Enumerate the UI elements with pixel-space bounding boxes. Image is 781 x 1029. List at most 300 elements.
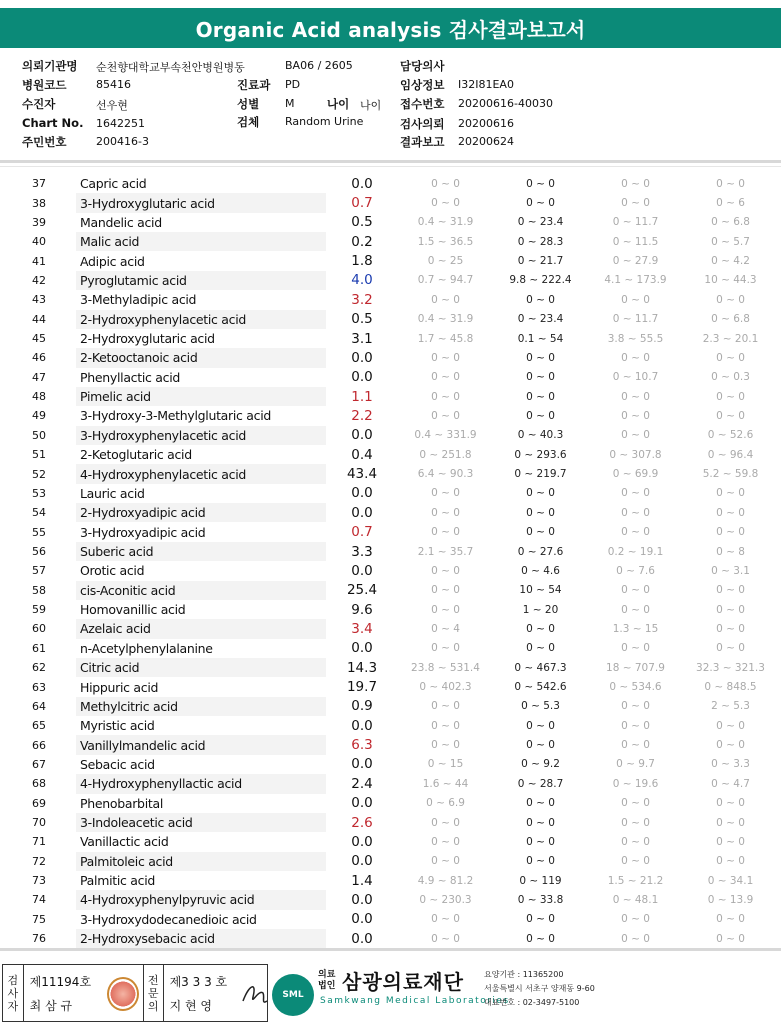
reference-range-1: 0 ~ 6.9 <box>426 797 465 810</box>
result-value: 0.0 <box>351 891 373 908</box>
clinical-label: 임상정보 <box>400 78 445 92</box>
reference-range-1: 0 ~ 0 <box>431 913 460 926</box>
reference-range-2: 0 ~ 0 <box>526 409 555 422</box>
result-value: 0.2 <box>351 233 373 250</box>
reference-range-1: 0 ~ 402.3 <box>419 681 472 694</box>
reference-range-2: 0 ~ 0 <box>526 293 555 306</box>
result-row <box>14 735 778 754</box>
result-value: 0.0 <box>351 833 373 850</box>
signature-box <box>2 964 268 1022</box>
org-code: 요양기관 : 11365200 <box>484 970 564 979</box>
reference-range-3: 18 ~ 707.9 <box>606 661 665 674</box>
result-row <box>14 794 778 813</box>
result-row <box>14 522 778 541</box>
result-row <box>14 910 778 929</box>
reference-range-2: 0 ~ 0 <box>526 526 555 539</box>
result-value: 1.4 <box>351 872 373 889</box>
result-number: 62 <box>32 661 46 675</box>
reference-range-4: 0 ~ 0 <box>716 642 745 655</box>
analyte-name: Suberic acid <box>76 542 326 561</box>
result-value: 2.6 <box>351 814 373 831</box>
result-value: 3.3 <box>351 543 373 560</box>
reference-range-1: 0 ~ 0 <box>431 642 460 655</box>
reference-range-1: 0 ~ 0 <box>431 564 460 577</box>
result-row <box>14 561 778 580</box>
result-row <box>14 271 778 290</box>
reference-range-3: 0 ~ 0 <box>621 642 650 655</box>
reference-range-4: 0 ~ 6.8 <box>711 216 750 229</box>
reference-range-2: 0 ~ 0 <box>526 913 555 926</box>
reference-range-3: 4.1 ~ 173.9 <box>604 274 667 287</box>
reference-range-2: 0 ~ 21.7 <box>517 255 564 268</box>
result-number: 48 <box>32 390 46 404</box>
lab-logo <box>272 964 772 1022</box>
result-row <box>14 445 778 464</box>
result-row <box>14 368 778 387</box>
reference-range-3: 0 ~ 0 <box>621 526 650 539</box>
reference-range-2: 0 ~ 0 <box>526 622 555 635</box>
result-number: 68 <box>32 777 46 791</box>
reference-range-4: 0 ~ 8 <box>716 545 745 558</box>
reference-range-1: 0 ~ 15 <box>427 758 464 771</box>
request-value: 20200616 <box>458 117 514 130</box>
reference-range-1: 1.7 ~ 45.8 <box>417 332 474 345</box>
analyte-name: 4-Hydroxyphenylpyruvic acid <box>76 890 326 909</box>
reference-range-1: 0 ~ 0 <box>431 197 460 210</box>
sml-logo-icon: SML <box>272 974 314 1016</box>
specimen-label: 검체 <box>237 115 260 129</box>
result-row <box>14 329 778 348</box>
reference-range-1: 0 ~ 0 <box>431 739 460 752</box>
age-label: 나이 <box>327 97 350 111</box>
examiner-label <box>3 965 24 1021</box>
result-value: 0.7 <box>351 524 373 541</box>
reference-range-3: 0 ~ 48.1 <box>612 893 659 906</box>
result-number: 43 <box>32 293 46 307</box>
result-number: 38 <box>32 196 46 210</box>
result-row <box>14 310 778 329</box>
reference-range-1: 0 ~ 0 <box>431 932 460 945</box>
reference-range-3: 0 ~ 0 <box>621 409 650 422</box>
analyte-name: Orotic acid <box>80 563 145 579</box>
ward-value: BA06 / 2605 <box>285 59 353 72</box>
report-value: 20200624 <box>458 135 514 148</box>
result-number: 53 <box>32 486 46 500</box>
examiner-id: 제11194호 <box>29 974 92 989</box>
reference-range-2: 9.8 ~ 222.4 <box>509 274 572 287</box>
reference-range-1: 0 ~ 0 <box>431 719 460 732</box>
reference-range-4: 0 ~ 13.9 <box>707 893 754 906</box>
result-number: 66 <box>32 738 46 752</box>
result-value: 0.5 <box>351 214 373 231</box>
results-body <box>14 174 778 948</box>
analyte-name: Hippuric acid <box>80 679 159 695</box>
reviewer-name: 지 현 영 <box>169 998 212 1013</box>
reference-range-3: 0 ~ 0 <box>621 932 650 945</box>
result-row <box>14 542 778 561</box>
reference-range-2: 0 ~ 0 <box>526 719 555 732</box>
reference-range-2: 0 ~ 0 <box>526 642 555 655</box>
reference-range-2: 10 ~ 54 <box>519 584 562 597</box>
result-row <box>14 484 778 503</box>
reference-range-3: 1.5 ~ 21.2 <box>607 874 664 887</box>
result-row <box>14 774 778 793</box>
result-row <box>14 581 778 600</box>
reference-range-4: 0 ~ 6.8 <box>711 313 750 326</box>
reference-range-3: 0 ~ 11.7 <box>612 216 659 229</box>
reference-range-1: 0 ~ 0 <box>431 603 460 616</box>
analyte-name: cis-Aconitic acid <box>76 581 326 600</box>
result-number: 67 <box>32 757 46 771</box>
reference-range-4: 0 ~ 0 <box>716 816 745 829</box>
analyte-name: 2-Hydroxysebacic acid <box>76 929 326 948</box>
reference-range-2: 0 ~ 467.3 <box>514 661 567 674</box>
org-phone: 대표번호 : 02-3497-5100 <box>484 998 580 1007</box>
result-number: 71 <box>32 835 46 849</box>
result-row <box>14 639 778 658</box>
result-value: 0.5 <box>351 311 373 328</box>
result-number: 60 <box>32 622 46 636</box>
result-row <box>14 213 778 232</box>
result-number: 70 <box>32 816 46 830</box>
reference-range-4: 0 ~ 0 <box>716 390 745 403</box>
reference-range-3: 1.3 ~ 15 <box>612 622 659 635</box>
reference-range-2: 0 ~ 9.2 <box>521 758 560 771</box>
reference-range-3: 0 ~ 534.6 <box>609 681 662 694</box>
chart-label: Chart No. <box>22 116 84 130</box>
reference-range-1: 0 ~ 251.8 <box>419 448 472 461</box>
reference-range-3: 0 ~ 0 <box>621 603 650 616</box>
reference-range-2: 0 ~ 27.6 <box>517 545 564 558</box>
reference-range-3: 0 ~ 0 <box>621 700 650 713</box>
reference-range-4: 0 ~ 0 <box>716 932 745 945</box>
patient-value: 선우현 <box>96 99 128 112</box>
analyte-name: n-Acetylphenylalanine <box>80 640 213 656</box>
analyte-name: 2-Hydroxyadipic acid <box>76 503 326 522</box>
result-row <box>14 426 778 445</box>
result-value: 3.1 <box>351 330 373 347</box>
result-number: 72 <box>32 854 46 868</box>
result-row <box>14 832 778 851</box>
rrn-label: 주민번호 <box>22 135 67 149</box>
reference-range-4: 0 ~ 34.1 <box>707 874 754 887</box>
org-contact <box>484 968 595 1010</box>
reference-range-2: 0 ~ 542.6 <box>514 681 567 694</box>
org-address: 서울특별시 서초구 양재동 9-60 <box>484 984 595 993</box>
reference-range-2: 0 ~ 293.6 <box>514 448 567 461</box>
result-row <box>14 251 778 270</box>
analyte-name: Adipic acid <box>80 253 145 269</box>
request-label: 검사의뢰 <box>400 117 445 131</box>
analyte-name: 3-Hydroxyglutaric acid <box>76 193 326 212</box>
reference-range-4: 0 ~ 0 <box>716 719 745 732</box>
result-number: 45 <box>32 332 46 346</box>
result-number: 54 <box>32 506 46 520</box>
reference-range-4: 0 ~ 3.1 <box>711 564 750 577</box>
examiner <box>24 965 103 1021</box>
reference-range-1: 0 ~ 0 <box>431 293 460 306</box>
reference-range-3: 0 ~ 0 <box>621 390 650 403</box>
result-value: 0.9 <box>351 698 373 715</box>
reference-range-2: 0.1 ~ 54 <box>517 332 564 345</box>
receipt-label: 접수번호 <box>400 97 445 111</box>
reference-range-2: 0 ~ 28.3 <box>517 235 564 248</box>
result-row <box>14 871 778 890</box>
result-number: 42 <box>32 273 46 287</box>
reference-range-2: 0 ~ 0 <box>526 177 555 190</box>
reference-range-4: 0 ~ 0 <box>716 409 745 422</box>
reference-range-4: 0 ~ 0 <box>716 622 745 635</box>
reference-range-1: 1.6 ~ 44 <box>422 777 469 790</box>
reference-range-4: 5.2 ~ 59.8 <box>702 468 759 481</box>
reference-range-1: 0 ~ 0 <box>431 487 460 500</box>
reference-range-3: 0 ~ 27.9 <box>612 255 659 268</box>
analyte-name: Palmitoleic acid <box>76 852 326 871</box>
reference-range-4: 0 ~ 0 <box>716 603 745 616</box>
reference-range-3: 3.8 ~ 55.5 <box>607 332 664 345</box>
result-number: 73 <box>32 874 46 888</box>
result-number: 63 <box>32 680 46 694</box>
institution-value: 순천향대학교부속천안병원병동 <box>96 61 245 74</box>
result-number: 41 <box>32 254 46 268</box>
result-value: 0.0 <box>351 911 373 928</box>
result-row <box>14 193 778 212</box>
reference-range-1: 0.4 ~ 31.9 <box>417 313 474 326</box>
result-row <box>14 600 778 619</box>
analyte-name: Sebacic acid <box>80 756 155 772</box>
result-number: 61 <box>32 641 46 655</box>
reviewer-label-text: 전 문 의 <box>147 973 159 1013</box>
reference-range-3: 0 ~ 9.7 <box>616 758 655 771</box>
analyte-name: Pyroglutamic acid <box>76 271 326 290</box>
reference-range-2: 0 ~ 0 <box>526 835 555 848</box>
results-table <box>14 174 778 948</box>
result-value: 0.0 <box>351 175 373 192</box>
reference-range-3: 0 ~ 0 <box>621 177 650 190</box>
result-value: 0.7 <box>351 195 373 212</box>
analyte-name: Lauric acid <box>80 485 145 501</box>
reference-range-1: 0.4 ~ 31.9 <box>417 216 474 229</box>
result-row <box>14 406 778 425</box>
code-label: 병원코드 <box>22 78 67 92</box>
reference-range-4: 0 ~ 0.3 <box>711 371 750 384</box>
analyte-name: Pimelic acid <box>76 387 326 406</box>
reference-range-3: 0 ~ 0 <box>621 506 650 519</box>
reference-range-3: 0 ~ 0 <box>621 816 650 829</box>
reference-range-3: 0 ~ 0 <box>621 797 650 810</box>
reference-range-1: 0 ~ 0 <box>431 390 460 403</box>
reference-range-1: 0 ~ 0 <box>431 351 460 364</box>
reference-range-3: 0 ~ 69.9 <box>612 468 659 481</box>
result-value: 0.0 <box>351 795 373 812</box>
reference-range-4: 0 ~ 0 <box>716 487 745 500</box>
result-number: 47 <box>32 370 46 384</box>
result-value: 9.6 <box>351 601 373 618</box>
reference-range-4: 0 ~ 5.7 <box>711 235 750 248</box>
header-divider <box>0 160 781 163</box>
result-value: 19.7 <box>346 679 378 696</box>
reference-range-1: 0 ~ 0 <box>431 584 460 597</box>
reference-range-3: 0 ~ 0 <box>621 351 650 364</box>
reference-range-1: 0 ~ 230.3 <box>419 893 472 906</box>
reference-range-4: 0 ~ 0 <box>716 526 745 539</box>
org-english-name: Samkwang Medical Laboratories <box>320 996 510 1006</box>
reference-range-2: 0 ~ 4.6 <box>521 564 560 577</box>
reference-range-2: 0 ~ 28.7 <box>517 777 564 790</box>
reference-range-2: 0 ~ 33.8 <box>517 893 564 906</box>
analyte-name: 3-Indoleacetic acid <box>76 813 326 832</box>
reference-range-3: 0 ~ 7.6 <box>616 564 655 577</box>
reference-range-2: 0 ~ 0 <box>526 855 555 868</box>
receipt-value: 20200616-40030 <box>458 97 553 110</box>
result-number: 59 <box>32 603 46 617</box>
analyte-name: Azelaic acid <box>76 619 326 638</box>
result-value: 0.0 <box>351 930 373 947</box>
sex-label: 성별 <box>237 97 260 111</box>
result-value: 0.0 <box>351 756 373 773</box>
signature-scribble <box>239 975 267 1015</box>
analyte-name: Vanillylmandelic acid <box>76 735 326 754</box>
reference-range-1: 0 ~ 0 <box>431 855 460 868</box>
result-number: 64 <box>32 699 46 713</box>
reference-range-2: 0 ~ 0 <box>526 932 555 945</box>
reference-range-3: 0 ~ 0 <box>621 913 650 926</box>
reference-range-4: 0 ~ 96.4 <box>707 448 754 461</box>
result-value: 3.2 <box>351 291 373 308</box>
reference-range-2: 0 ~ 0 <box>526 197 555 210</box>
reference-range-2: 0 ~ 0 <box>526 371 555 384</box>
reference-range-3: 0 ~ 0 <box>621 719 650 732</box>
reference-range-2: 0 ~ 23.4 <box>517 216 564 229</box>
footer-divider <box>0 948 781 951</box>
reviewer-id: 제3 3 3 호 <box>169 974 228 989</box>
institution-label: 의뢰기관명 <box>22 59 78 73</box>
reference-range-1: 0 ~ 0 <box>431 177 460 190</box>
result-row <box>14 290 778 309</box>
result-row <box>14 716 778 735</box>
reference-range-2: 0 ~ 219.7 <box>514 468 567 481</box>
reference-range-3: 0 ~ 0 <box>621 835 650 848</box>
result-value: 0.0 <box>351 717 373 734</box>
result-row <box>14 697 778 716</box>
analyte-name: 3-Hydroxyadipic acid <box>80 524 206 540</box>
result-value: 4.0 <box>351 272 373 289</box>
dept-label: 진료과 <box>237 78 271 92</box>
analyte-name: Citric acid <box>76 658 326 677</box>
seal-stamp <box>107 977 139 1011</box>
analyte-name: 2-Hydroxyglutaric acid <box>80 331 215 347</box>
result-row <box>14 929 778 948</box>
result-row <box>14 232 778 251</box>
reference-range-2: 1 ~ 20 <box>522 603 559 616</box>
reference-range-1: 0 ~ 0 <box>431 506 460 519</box>
reference-range-2: 0 ~ 0 <box>526 487 555 500</box>
dept-value: PD <box>285 78 301 91</box>
reference-range-3: 0 ~ 0 <box>621 429 650 442</box>
result-value: 14.3 <box>346 659 378 676</box>
reference-range-1: 0 ~ 4 <box>431 622 460 635</box>
result-row <box>14 387 778 406</box>
org-name: 삼광의료재단 <box>342 970 464 994</box>
analyte-name: Myristic acid <box>80 718 155 734</box>
reference-range-2: 0 ~ 23.4 <box>517 313 564 326</box>
reference-range-1: 6.4 ~ 90.3 <box>417 468 474 481</box>
result-value: 2.2 <box>351 407 373 424</box>
reference-range-3: 0.2 ~ 19.1 <box>607 545 664 558</box>
result-value: 25.4 <box>346 582 378 599</box>
reference-range-4: 0 ~ 0 <box>716 913 745 926</box>
result-number: 49 <box>32 409 46 423</box>
result-number: 52 <box>32 467 46 481</box>
examiner-name: 최 삼 규 <box>29 998 73 1013</box>
reference-range-1: 0 ~ 25 <box>427 255 464 268</box>
result-value: 1.1 <box>351 388 373 405</box>
reference-range-3: 0 ~ 0 <box>621 487 650 500</box>
result-number: 51 <box>32 448 46 462</box>
reference-range-3: 0 ~ 0 <box>621 584 650 597</box>
reference-range-2: 0 ~ 0 <box>526 797 555 810</box>
report-title: Organic Acid analysis 검사결과보고서 <box>0 8 781 48</box>
analyte-name: Phenyllactic acid <box>80 369 181 385</box>
reference-range-4: 0 ~ 0 <box>716 177 745 190</box>
reference-range-1: 0.7 ~ 94.7 <box>417 274 474 287</box>
analyte-name: Homovanillic acid <box>80 602 186 618</box>
result-number: 37 <box>32 177 46 191</box>
footer <box>0 960 781 1026</box>
result-value: 0.0 <box>351 562 373 579</box>
specimen-value: Random Urine <box>285 115 364 128</box>
result-number: 57 <box>32 564 46 578</box>
analyte-name: 3-Methyladipic acid <box>80 292 197 308</box>
result-number: 58 <box>32 583 46 597</box>
result-row <box>14 755 778 774</box>
reference-range-3: 0 ~ 11.5 <box>612 235 659 248</box>
result-number: 40 <box>32 235 46 249</box>
rrn-value: 200416-3 <box>96 135 149 148</box>
result-number: 56 <box>32 545 46 558</box>
reference-range-3: 0 ~ 10.7 <box>612 371 659 384</box>
result-row <box>14 348 778 367</box>
patient-info <box>0 56 781 156</box>
analyte-name: Capric acid <box>80 176 147 192</box>
reference-range-2: 0 ~ 119 <box>519 874 562 887</box>
reference-range-4: 10 ~ 44.3 <box>704 274 757 287</box>
result-number: 75 <box>32 912 46 926</box>
patient-label: 수진자 <box>22 97 56 111</box>
reference-range-3: 0 ~ 307.8 <box>609 448 662 461</box>
org-prefix: 의료 법인 <box>318 970 336 991</box>
result-row <box>14 890 778 909</box>
reference-range-2: 0 ~ 40.3 <box>517 429 564 442</box>
reference-range-1: 4.9 ~ 81.2 <box>417 874 474 887</box>
reference-range-3: 0 ~ 0 <box>621 739 650 752</box>
result-number: 69 <box>32 796 46 810</box>
result-value: 0.0 <box>351 504 373 521</box>
analyte-name: Palmitic acid <box>80 873 156 889</box>
analyte-name: 4-Hydroxyphenylacetic acid <box>76 464 326 483</box>
reference-range-1: 0 ~ 0 <box>431 371 460 384</box>
result-row <box>14 677 778 696</box>
result-row <box>14 503 778 522</box>
analyte-name: Vanillactic acid <box>80 834 169 850</box>
result-value: 0.0 <box>351 427 373 444</box>
result-value: 0.4 <box>351 446 373 463</box>
reference-range-2: 0 ~ 0 <box>526 739 555 752</box>
reference-range-4: 0 ~ 848.5 <box>704 681 757 694</box>
reference-range-4: 0 ~ 0 <box>716 584 745 597</box>
analyte-name: 3-Hydroxyphenylacetic acid <box>76 426 326 445</box>
analyte-name: 2-Hydroxyphenylacetic acid <box>76 310 326 329</box>
